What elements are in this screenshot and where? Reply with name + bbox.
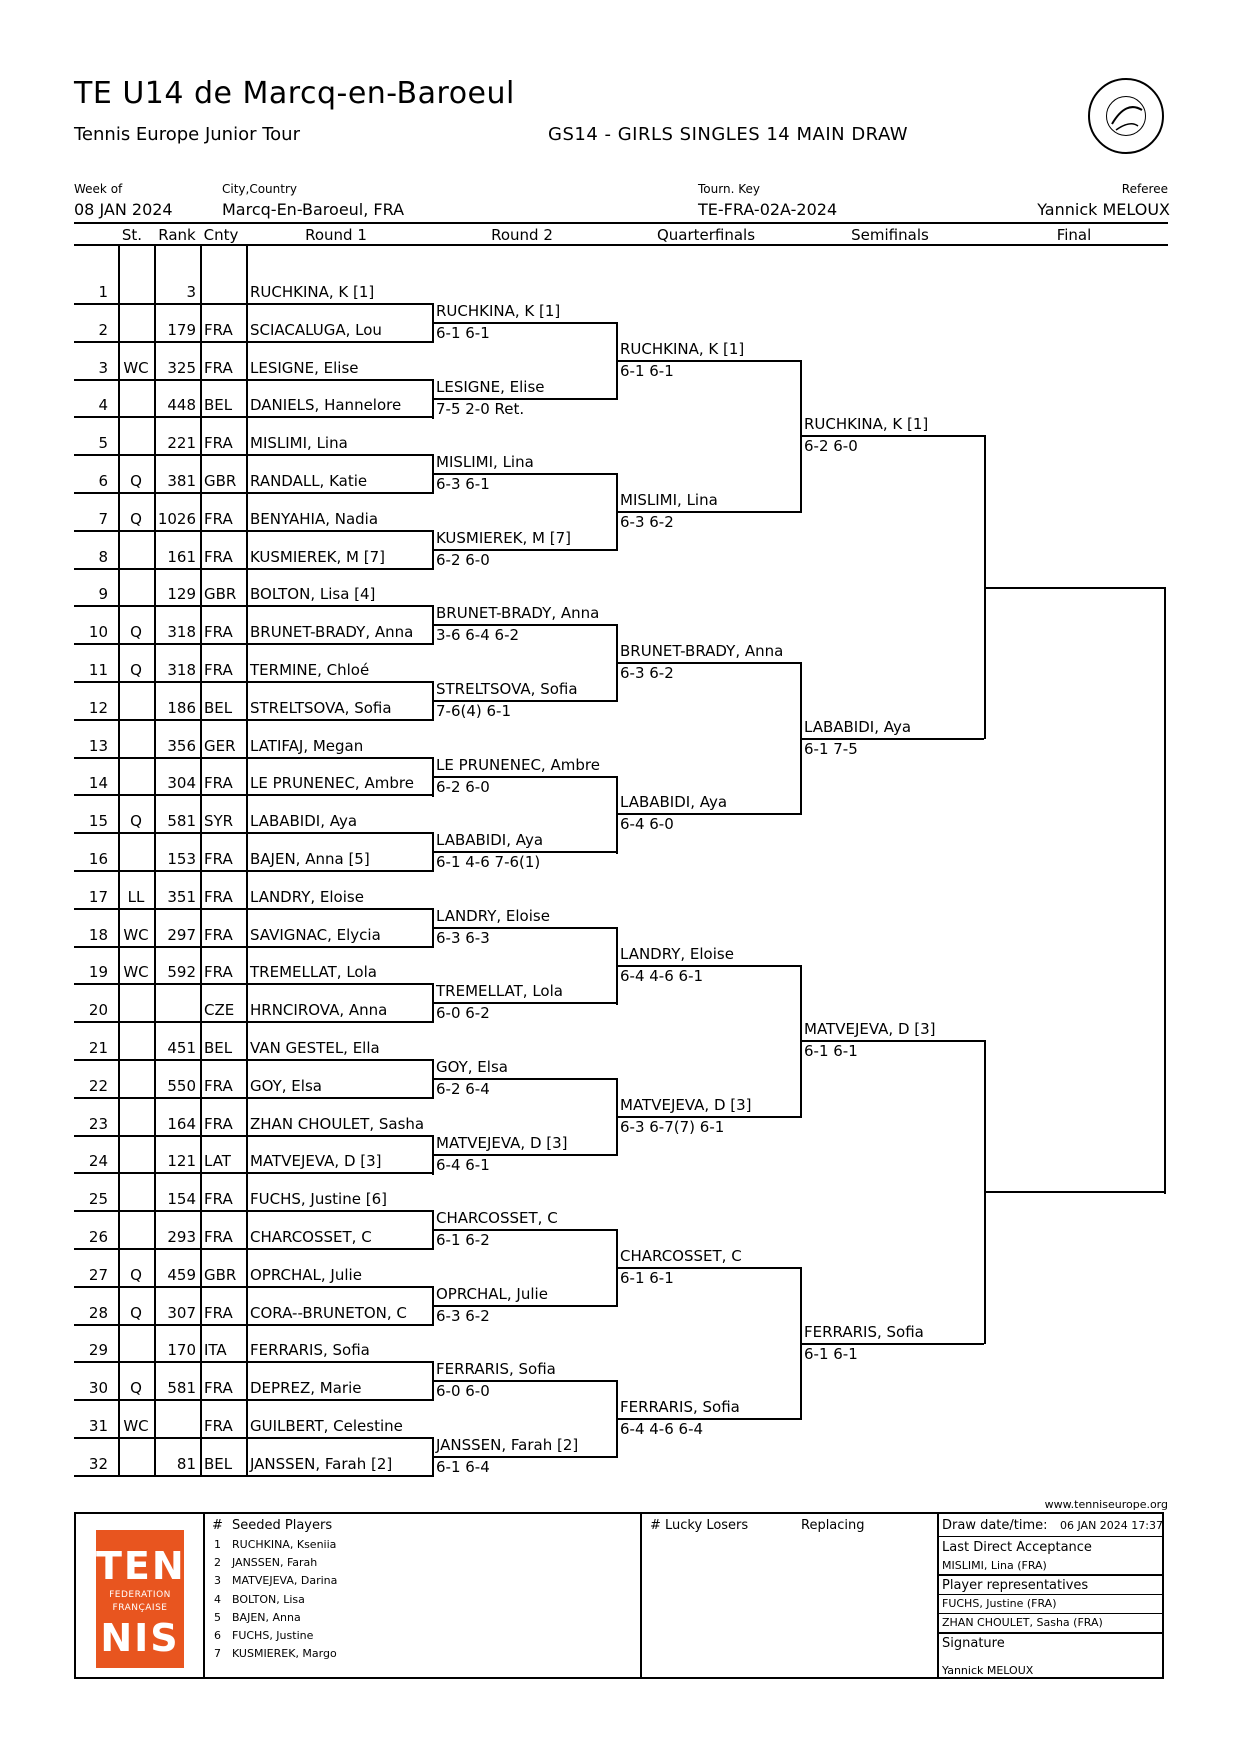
r1-line	[74, 1135, 432, 1137]
country: FRA	[204, 548, 233, 566]
header-bottom-rule	[74, 244, 1168, 246]
player-rep-1: FUCHS, Justine (FRA)	[942, 1597, 1057, 1610]
country: GBR	[204, 472, 237, 490]
r2-score: 6-0 6-2	[436, 1004, 490, 1022]
r1-line	[74, 1172, 432, 1174]
city-label: City,Country	[222, 182, 298, 196]
r2-score: 7-5 2-0 Ret.	[436, 400, 525, 418]
player-name: TREMELLAT, Lola	[250, 963, 377, 981]
r1-line	[74, 454, 432, 456]
r1-col-separator	[200, 246, 202, 1477]
footer-rule-1	[937, 1536, 1164, 1537]
qf-score: 6-3 6-2	[620, 664, 674, 682]
entry-status: WC	[123, 359, 149, 377]
draw-position: 12	[88, 699, 108, 717]
player-name: FERRARIS, Sofia	[250, 1341, 370, 1359]
qf-winner: CHARCOSSET, C	[620, 1247, 742, 1265]
draw-position: 23	[88, 1115, 108, 1133]
sf-score: 6-1 7-5	[804, 740, 858, 758]
rank: 459	[167, 1266, 196, 1284]
country: BEL	[204, 1039, 233, 1057]
r1-line	[74, 379, 432, 381]
draw-position: 6	[98, 472, 108, 490]
col-rank: Rank	[158, 226, 196, 244]
player-name: OPRCHAL, Julie	[250, 1266, 362, 1284]
website: www.tenniseurope.org	[1044, 1498, 1168, 1511]
qf-score: 6-1 6-1	[620, 362, 674, 380]
signature-label: Signature	[942, 1636, 1005, 1651]
r2-bracket-join	[616, 776, 618, 854]
country: GER	[204, 737, 236, 755]
player-name: FUCHS, Justine [6]	[250, 1190, 387, 1208]
rank: 448	[167, 396, 196, 414]
draw-position: 10	[88, 623, 108, 641]
seed-name: BOLTON, Lisa	[232, 1593, 305, 1606]
r2-score: 6-2 6-0	[436, 778, 490, 796]
footer-divider-2	[640, 1512, 642, 1679]
r2-score: 6-1 6-1	[436, 324, 490, 342]
r1-line	[74, 1248, 432, 1250]
draw-position: 3	[98, 359, 108, 377]
r2-score: 6-1 4-6 7-6(1)	[436, 853, 541, 871]
country: FRA	[204, 1115, 233, 1133]
seed-number: 2	[214, 1556, 221, 1569]
rank: 297	[167, 926, 196, 944]
country: FRA	[204, 434, 233, 452]
r1-line	[74, 643, 432, 645]
r2-winner: MATVEJEVA, D [3]	[436, 1134, 568, 1152]
qf-winner: BRUNET-BRADY, Anna	[620, 642, 784, 660]
r1-line	[74, 341, 432, 343]
entry-status: WC	[123, 1417, 149, 1435]
draw-position: 5	[98, 434, 108, 452]
rank: 592	[167, 963, 196, 981]
country: FRA	[204, 510, 233, 528]
r1-line	[74, 794, 432, 796]
country: FRA	[204, 1077, 233, 1095]
replacing-title: Replacing	[801, 1518, 865, 1533]
draw-position: 27	[88, 1266, 108, 1284]
tourn-key-value: TE-FRA-02A-2024	[698, 200, 838, 219]
lucky-losers-title: # Lucky Losers	[650, 1518, 749, 1533]
tennis-europe-logo-icon	[1088, 78, 1164, 154]
draw-position: 28	[88, 1304, 108, 1322]
col-cnty: Cnty	[203, 226, 239, 244]
r1-line	[74, 757, 432, 759]
country: BEL	[204, 699, 233, 717]
sf-winner: MATVEJEVA, D [3]	[804, 1020, 936, 1038]
rank: 351	[167, 888, 196, 906]
rank: 186	[167, 699, 196, 717]
player-name: GOY, Elsa	[250, 1077, 322, 1095]
player-name: SAVIGNAC, Elycia	[250, 926, 381, 944]
draw-position: 8	[98, 548, 108, 566]
r2-score: 6-2 6-0	[436, 551, 490, 569]
country: BEL	[204, 396, 233, 414]
seed-name: MATVEJEVA, Darina	[232, 1574, 338, 1587]
player-name: ZHAN CHOULET, Sasha	[250, 1115, 425, 1133]
r1-line	[74, 303, 432, 305]
r2-score: 6-3 6-2	[436, 1307, 490, 1325]
player-name: BRUNET-BRADY, Anna	[250, 623, 414, 641]
draw-position: 19	[88, 963, 108, 981]
draw-position: 20	[88, 1001, 108, 1019]
last-direct-acceptance-label: Last Direct Acceptance	[942, 1540, 1092, 1555]
draw-position: 22	[88, 1077, 108, 1095]
draw-position: 30	[88, 1379, 108, 1397]
col-final: Final	[1056, 226, 1092, 244]
entry-status: Q	[130, 472, 142, 490]
r1-line	[74, 530, 432, 532]
player-name: TERMINE, Chloé	[250, 661, 370, 679]
qf-winner: LABABIDI, Aya	[620, 793, 728, 811]
r2-score: 6-3 6-1	[436, 475, 490, 493]
country: FRA	[204, 850, 233, 868]
player-name: MATVEJEVA, D [3]	[250, 1152, 382, 1170]
draw-position: 1	[98, 283, 108, 301]
rank: 154	[167, 1190, 196, 1208]
rank: 293	[167, 1228, 196, 1246]
qf-score: 6-4 4-6 6-1	[620, 967, 704, 985]
r2-score: 6-2 6-4	[436, 1080, 490, 1098]
seed-name: RUCHKINA, Kseniia	[232, 1538, 337, 1551]
country: FRA	[204, 1417, 233, 1435]
page-title: TE U14 de Marcq-en-Baroeul	[74, 76, 515, 111]
player-name: MISLIMI, Lina	[250, 434, 348, 452]
draw-position: 31	[88, 1417, 108, 1435]
qf-winner: RUCHKINA, K [1]	[620, 340, 745, 358]
player-name: DEPREZ, Marie	[250, 1379, 362, 1397]
final-bracket-join	[1164, 587, 1166, 1194]
footer-rule-2	[937, 1574, 1164, 1576]
r1-line	[74, 983, 432, 985]
r2-score: 6-1 6-4	[436, 1458, 490, 1476]
fft-logo-top: TEN	[96, 1544, 186, 1588]
footer-divider-3	[937, 1512, 939, 1679]
draw-position: 16	[88, 850, 108, 868]
country: FRA	[204, 1228, 233, 1246]
rank: 381	[167, 472, 196, 490]
country: FRA	[204, 774, 233, 792]
r1-line	[74, 1361, 432, 1363]
r1-line	[74, 1210, 432, 1212]
footer-divider-1	[203, 1512, 205, 1679]
player-name: DANIELS, Hannelore	[250, 396, 402, 414]
sf-winner: LABABIDI, Aya	[804, 718, 912, 736]
entry-status: Q	[130, 1304, 142, 1322]
r2-winner: FERRARIS, Sofia	[436, 1360, 556, 1378]
draw-position: 4	[98, 396, 108, 414]
rank: 307	[167, 1304, 196, 1322]
entry-status: Q	[130, 812, 142, 830]
qf-winner: MISLIMI, Lina	[620, 491, 718, 509]
qf-score: 6-1 6-1	[620, 1269, 674, 1287]
sf-winner: RUCHKINA, K [1]	[804, 415, 929, 433]
fft-logo-mid1: FEDERATION	[109, 1590, 171, 1600]
footer-rule-5	[937, 1632, 1164, 1634]
rank: 356	[167, 737, 196, 755]
fft-logo-bottom: NIS	[100, 1616, 180, 1660]
r1-line	[74, 908, 432, 910]
r2-winner: STRELTSOVA, Sofia	[436, 680, 578, 698]
rank: 121	[167, 1152, 196, 1170]
entry-status: Q	[130, 1379, 142, 1397]
qf-score: 6-4 4-6 6-4	[620, 1420, 704, 1438]
player-name: LATIFAJ, Megan	[250, 737, 364, 755]
r1-line	[74, 492, 432, 494]
draw-position: 15	[88, 812, 108, 830]
player-name: HRNCIROVA, Anna	[250, 1001, 388, 1019]
qf-winner: FERRARIS, Sofia	[620, 1398, 740, 1416]
seed-number: 4	[214, 1593, 221, 1606]
draw-position: 26	[88, 1228, 108, 1246]
seed-name: KUSMIEREK, Margo	[232, 1647, 337, 1660]
r1-line	[74, 1059, 432, 1061]
country: FRA	[204, 888, 233, 906]
country: GBR	[204, 585, 237, 603]
rank: 1026	[157, 510, 196, 528]
tourn-key-label: Tourn. Key	[698, 182, 760, 196]
r1-col-separator	[246, 246, 248, 1477]
player-name: LANDRY, Eloise	[250, 888, 364, 906]
col-round1: Round 1	[305, 226, 367, 244]
final-line	[984, 587, 1166, 589]
draw-position: 11	[88, 661, 108, 679]
country: FRA	[204, 359, 233, 377]
player-name: RUCHKINA, K [1]	[250, 283, 375, 301]
draw-position: 7	[98, 510, 108, 528]
entry-status: Q	[130, 661, 142, 679]
draw-position: 9	[98, 585, 108, 603]
qf-winner: LANDRY, Eloise	[620, 945, 734, 963]
r1-line	[74, 1475, 432, 1477]
rank: 161	[167, 548, 196, 566]
sf-winner: FERRARIS, Sofia	[804, 1323, 924, 1341]
r1-line	[74, 1021, 432, 1023]
r1-col-separator	[118, 246, 120, 1477]
r2-winner: LESIGNE, Elise	[436, 378, 545, 396]
sf-score: 6-2 6-0	[804, 437, 858, 455]
rank: 581	[167, 1379, 196, 1397]
rank: 164	[167, 1115, 196, 1133]
rank: 3	[186, 283, 196, 301]
rank: 129	[167, 585, 196, 603]
draw-position: 21	[88, 1039, 108, 1057]
player-name: LABABIDI, Aya	[250, 812, 358, 830]
col-semifinals: Semifinals	[851, 226, 929, 244]
player-name: KUSMIEREK, M [7]	[250, 548, 386, 566]
seed-number: 1	[214, 1538, 221, 1551]
qf-score: 6-3 6-7(7) 6-1	[620, 1118, 725, 1136]
r1-line	[74, 1324, 432, 1326]
rank: 153	[167, 850, 196, 868]
r1-line	[74, 1097, 432, 1099]
qf-score: 6-3 6-2	[620, 513, 674, 531]
r2-winner: JANSSEN, Farah [2]	[436, 1436, 579, 1454]
player-name: CHARCOSSET, C	[250, 1228, 372, 1246]
r2-winner: LANDRY, Eloise	[436, 907, 550, 925]
seed-number: 3	[214, 1574, 221, 1587]
player-name: STRELTSOVA, Sofia	[250, 699, 392, 717]
country: SYR	[204, 812, 234, 830]
seed-number: 5	[214, 1611, 221, 1624]
r2-score: 3-6 6-4 6-2	[436, 626, 520, 644]
country: FRA	[204, 1379, 233, 1397]
seed-number: 7	[214, 1647, 221, 1660]
rank: 581	[167, 812, 196, 830]
seeded-title: Seeded Players	[232, 1518, 333, 1533]
r1-line	[74, 870, 432, 872]
r2-winner: LABABIDI, Aya	[436, 831, 544, 849]
col-round2: Round 2	[491, 226, 553, 244]
sf-score: 6-1 6-1	[804, 1042, 858, 1060]
r1-line	[74, 681, 432, 683]
player-name: LESIGNE, Elise	[250, 359, 359, 377]
r1-line	[74, 946, 432, 948]
final-line	[984, 1191, 1166, 1193]
rank: 318	[167, 623, 196, 641]
footer-rule-3	[937, 1594, 1164, 1595]
r2-score: 6-0 6-0	[436, 1382, 490, 1400]
draw-position: 13	[88, 737, 108, 755]
city-value: Marcq-En-Baroeul, FRA	[222, 200, 405, 219]
qf-winner: MATVEJEVA, D [3]	[620, 1096, 752, 1114]
country: FRA	[204, 1304, 233, 1322]
rank: 304	[167, 774, 196, 792]
draw-date-label: Draw date/time:	[942, 1518, 1048, 1533]
fft-logo-mid2: FRANÇAISE	[112, 1603, 168, 1613]
referee-value: Yannick MELOUX	[1037, 200, 1170, 219]
entry-status: WC	[123, 963, 149, 981]
rank: 81	[176, 1455, 196, 1473]
country: GBR	[204, 1266, 237, 1284]
country: FRA	[204, 321, 233, 339]
r2-winner: TREMELLAT, Lola	[436, 982, 563, 1000]
r2-score: 6-1 6-2	[436, 1231, 490, 1249]
r2-winner: OPRCHAL, Julie	[436, 1285, 548, 1303]
seed-name: FUCHS, Justine	[232, 1629, 314, 1642]
rank: 325	[167, 359, 196, 377]
r1-line	[74, 605, 432, 607]
r2-winner: KUSMIEREK, M [7]	[436, 529, 572, 547]
signature-value: Yannick MELOUX	[942, 1664, 1034, 1677]
week-label: Week of	[74, 182, 123, 196]
footer-rule-4	[937, 1613, 1164, 1614]
player-name: LE PRUNENEC, Ambre	[250, 774, 414, 792]
rank: 451	[167, 1039, 196, 1057]
entry-status: Q	[130, 1266, 142, 1284]
country: FRA	[204, 1190, 233, 1208]
player-name: BOLTON, Lisa [4]	[250, 585, 376, 603]
player-name: CORA--BRUNETON, C	[250, 1304, 407, 1322]
r1-line	[74, 719, 432, 721]
rank: 550	[167, 1077, 196, 1095]
player-rep-2: ZHAN CHOULET, Sasha (FRA)	[942, 1616, 1103, 1629]
draw-position: 17	[88, 888, 108, 906]
country: ITA	[204, 1341, 227, 1359]
r2-winner: BRUNET-BRADY, Anna	[436, 604, 600, 622]
r1-line	[74, 1399, 432, 1401]
r2-score: 6-3 6-3	[436, 929, 490, 947]
col-st: St.	[121, 226, 143, 244]
r2-score: 7-6(4) 6-1	[436, 702, 512, 720]
r1-line	[74, 832, 432, 834]
r1-line	[74, 568, 432, 570]
week-value: 08 JAN 2024	[74, 200, 173, 219]
entry-status: WC	[123, 926, 149, 944]
r1-line	[74, 1437, 432, 1439]
rank: 221	[167, 434, 196, 452]
r1-line	[74, 1286, 432, 1288]
r2-score: 6-4 6-1	[436, 1156, 490, 1174]
qf-score: 6-4 6-0	[620, 815, 674, 833]
player-name: BENYAHIA, Nadia	[250, 510, 379, 528]
referee-label: Referee	[1121, 182, 1168, 196]
player-name: RANDALL, Katie	[250, 472, 368, 490]
draw-position: 29	[88, 1341, 108, 1359]
rank: 179	[167, 321, 196, 339]
tour-name: Tennis Europe Junior Tour	[74, 124, 300, 145]
draw-position: 18	[88, 926, 108, 944]
country: FRA	[204, 926, 233, 944]
entry-status: Q	[130, 510, 142, 528]
player-name: VAN GESTEL, Ella	[250, 1039, 380, 1057]
country: FRA	[204, 623, 233, 641]
rank: 170	[167, 1341, 196, 1359]
rank: 318	[167, 661, 196, 679]
seed-name: BAJEN, Anna	[232, 1611, 301, 1624]
draw-position: 2	[98, 321, 108, 339]
country: LAT	[204, 1152, 231, 1170]
player-name: GUILBERT, Celestine	[250, 1417, 403, 1435]
player-name: BAJEN, Anna [5]	[250, 850, 370, 868]
entry-status: Q	[130, 623, 142, 641]
player-name: JANSSEN, Farah [2]	[250, 1455, 393, 1473]
draw-date-value: 06 JAN 2024 17:37	[1060, 1519, 1163, 1532]
r2-winner: GOY, Elsa	[436, 1058, 508, 1076]
draw-position: 14	[88, 774, 108, 792]
r2-winner: MISLIMI, Lina	[436, 453, 534, 471]
seed-name: JANSSEN, Farah	[232, 1556, 318, 1569]
r1-line	[74, 416, 432, 418]
seeded-hash: #	[212, 1518, 223, 1533]
player-representatives-label: Player representatives	[942, 1578, 1089, 1593]
draw-position: 25	[88, 1190, 108, 1208]
event-name: GS14 - GIRLS SINGLES 14 MAIN DRAW	[548, 124, 909, 145]
draw-position: 24	[88, 1152, 108, 1170]
fft-logo	[96, 1530, 184, 1668]
entry-status: LL	[127, 888, 145, 906]
country: FRA	[204, 963, 233, 981]
seed-number: 6	[214, 1629, 221, 1642]
col-quarterfinals: Quarterfinals	[656, 226, 756, 244]
r2-winner: RUCHKINA, K [1]	[436, 302, 561, 320]
r2-winner: LE PRUNENEC, Ambre	[436, 756, 600, 774]
r2-winner: CHARCOSSET, C	[436, 1209, 558, 1227]
player-name: SCIACALUGA, Lou	[250, 321, 382, 339]
last-direct-acceptance-value: MISLIMI, Lina (FRA)	[942, 1559, 1047, 1572]
draw-position: 32	[88, 1455, 108, 1473]
header-top-rule	[74, 222, 1168, 224]
country: BEL	[204, 1455, 233, 1473]
country: FRA	[204, 661, 233, 679]
sf-score: 6-1 6-1	[804, 1345, 858, 1363]
country: CZE	[204, 1001, 235, 1019]
